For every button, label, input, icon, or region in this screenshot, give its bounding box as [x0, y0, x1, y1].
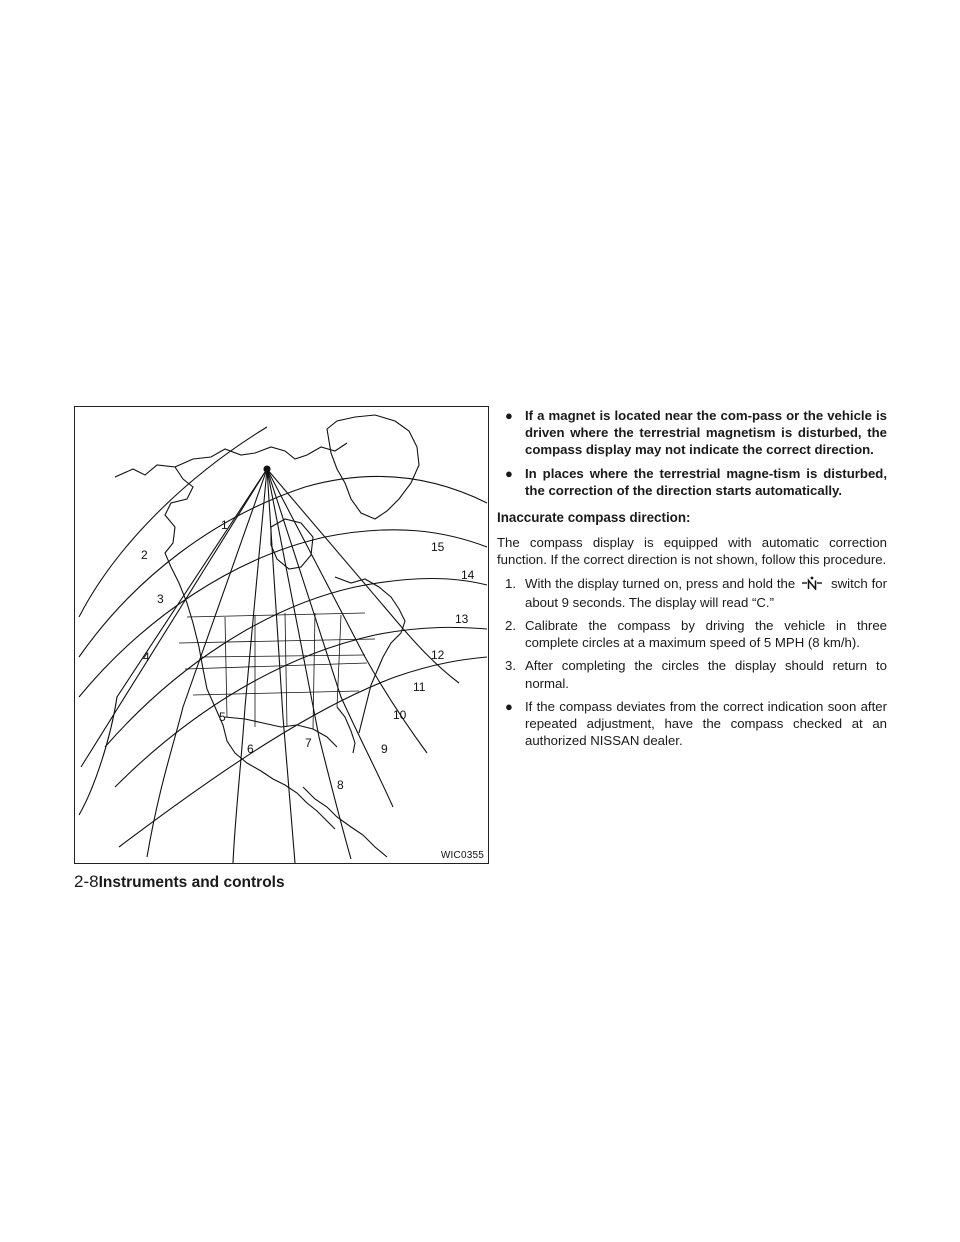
zone-label: 7	[305, 736, 312, 750]
step-text: Calibrate the compass by driving the vehicle in three complete circles at a maximum speed of 5 MPH (8 km/h).	[525, 618, 887, 651]
zone-label: 2	[141, 548, 148, 562]
step-number: 1.	[505, 575, 516, 591]
compass-switch-icon	[801, 576, 823, 594]
zone-label: 3	[157, 592, 164, 606]
procedure-step	[497, 617, 887, 651]
procedure-step	[497, 657, 887, 691]
compass-zone-map-figure	[74, 406, 489, 864]
bullet-item	[497, 698, 887, 750]
text-column	[497, 407, 887, 755]
bullet-item	[497, 465, 887, 499]
intro-paragraph: The compass display is equipped with automatic correction function. If the correct direction is not shown, follow this procedure.	[497, 535, 887, 568]
page-number: 2-8	[74, 872, 99, 891]
zone-label: 10	[393, 708, 407, 722]
zone-label: 6	[247, 742, 254, 756]
zone-label: 13	[455, 612, 469, 626]
bullet-dot: ●	[505, 465, 513, 481]
section-heading: Inaccurate compass direction:	[497, 510, 691, 526]
florida	[337, 707, 355, 753]
bullet-dot: ●	[505, 408, 513, 423]
zone-label: 5	[219, 710, 226, 724]
zone-label: 1	[221, 518, 228, 532]
bullet-text: In places where the terrestrial magne-tism is disturbed, the correction of the direction starts automatically.	[525, 465, 887, 498]
step-number: 2.	[505, 618, 516, 634]
bullet-item	[497, 407, 887, 459]
coastline-north	[175, 443, 347, 467]
procedure-step	[497, 575, 887, 611]
step-number: 3.	[505, 658, 516, 674]
step-text: After completing the circles the display should return to normal.	[525, 658, 887, 691]
figure-code: WIC0355	[440, 850, 484, 861]
zone-label: 15	[431, 540, 445, 554]
central-america	[303, 787, 387, 857]
magnetic-pole-marker	[264, 466, 270, 472]
step-text-post: switch for about 9 seconds. The display will read “C.”	[525, 575, 887, 610]
zone-label: 8	[337, 778, 344, 792]
zone-map-illustration	[75, 407, 488, 863]
page-footer	[74, 872, 285, 892]
zone-label: 9	[381, 742, 388, 756]
bullet-dot: ●	[505, 698, 513, 714]
bullet-text: If a magnet is located near the com-pass or the vehicle is driven where the terrestrial magnetism is disturbed, the compass display may not indicate the correct direction.	[525, 408, 887, 458]
section-title: Instruments and controls	[98, 874, 285, 891]
greenland-outline	[327, 415, 419, 519]
zone-label: 11	[413, 680, 426, 694]
zone-label: 14	[461, 568, 475, 582]
bullet-text: If the compass deviates from the correct indication soon after repeated adjustment, have the compass checked at an authorized NISSAN dealer.	[525, 698, 887, 749]
zone-label: 4	[143, 650, 150, 664]
step-text-pre: With the display turned on, press and hold the	[525, 575, 796, 591]
zone-label: 12	[431, 648, 445, 662]
